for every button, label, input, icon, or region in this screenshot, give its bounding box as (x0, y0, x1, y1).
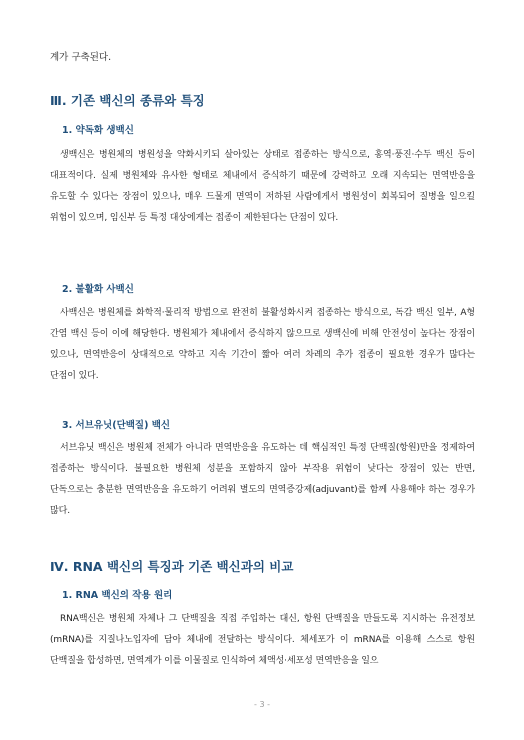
subsection-3-3-body: 서브유닛 백신은 병원체 전체가 아니라 면역반응을 유도하는 데 핵심적인 특정 단백질(항원)만을 정제하여 접종하는 방식이다. 불필요한 병원체 성분을 포함하지 않아 부작용 위험이 낮다는 장점이 있는 반면, 단독으로는 충분한 면역반응을 유도하기 어려워 별도의 면역증강제(adjuvant)를 함께 사용해야 하는 경우가 많다. (50, 443, 475, 516)
lead-text: 계가 구축된다. (50, 52, 112, 63)
subsection-4-1-heading: 1. RNA 백신의 작용 원리 (62, 590, 173, 601)
section-4-heading: Ⅳ. RNA 백신의 특징과 기존 백신과의 비교 (50, 559, 294, 574)
subsection-3-3-heading: 3. 서브유닛(단백질) 백신 (62, 420, 171, 431)
subsection-3-1-body: 생백신은 병원체의 병원성을 약화시키되 살아있는 상태로 접종하는 방식으로, 홍역·풍진·수두 백신 등이 대표적이다. 실제 병원체와 유사한 형태로 체내에서 증식하기 때문에 강력하고 오래 지속되는 면역반응을 유도할 수 있다는 장점이 있으나, 매우 드물게 면역이 저하된 사람에게서 병원성이 회복되어 질병을 일으킬 위험이 있으며, 임신부 등 특정 대상에게는 접종이 제한된다는 단점이 있다. (50, 150, 475, 223)
page-number: - 3 - (254, 700, 270, 709)
section-3-heading: Ⅲ. 기존 백신의 종류와 특징 (50, 93, 205, 108)
subsection-3-1-heading: 1. 약독화 생백신 (62, 125, 134, 136)
subsection-4-1-body: RNA백신은 병원체 자체나 그 단백질을 직접 주입하는 대신, 항원 단백질을 만들도록 지시하는 유전정보(mRNA)를 지질나노입자에 담아 체내에 전달하는 방식이다. 체세포가 이 mRNA를 이용해 스스로 항원 단백질을 합성하면, 면역계가 이를 이물질로 인식하여 체액성·세포성 면역반응을 일으 (50, 614, 475, 666)
subsection-3-2-body: 사백신은 병원체를 화학적·물리적 방법으로 완전히 불활성화시켜 접종하는 방식으로, 독감 백신 일부, A형 간염 백신 등이 이에 해당한다. 병원체가 체내에서 증식하지 않으므로 생백신에 비해 안전성이 높다는 장점이 있으나, 면역반응이 상대적으로 약하고 지속 기간이 짧아 여러 차례의 추가 접종이 필요한 경우가 많다는 단점이 있다. (50, 308, 475, 381)
subsection-3-2-heading: 2. 불활화 사백신 (62, 284, 134, 295)
